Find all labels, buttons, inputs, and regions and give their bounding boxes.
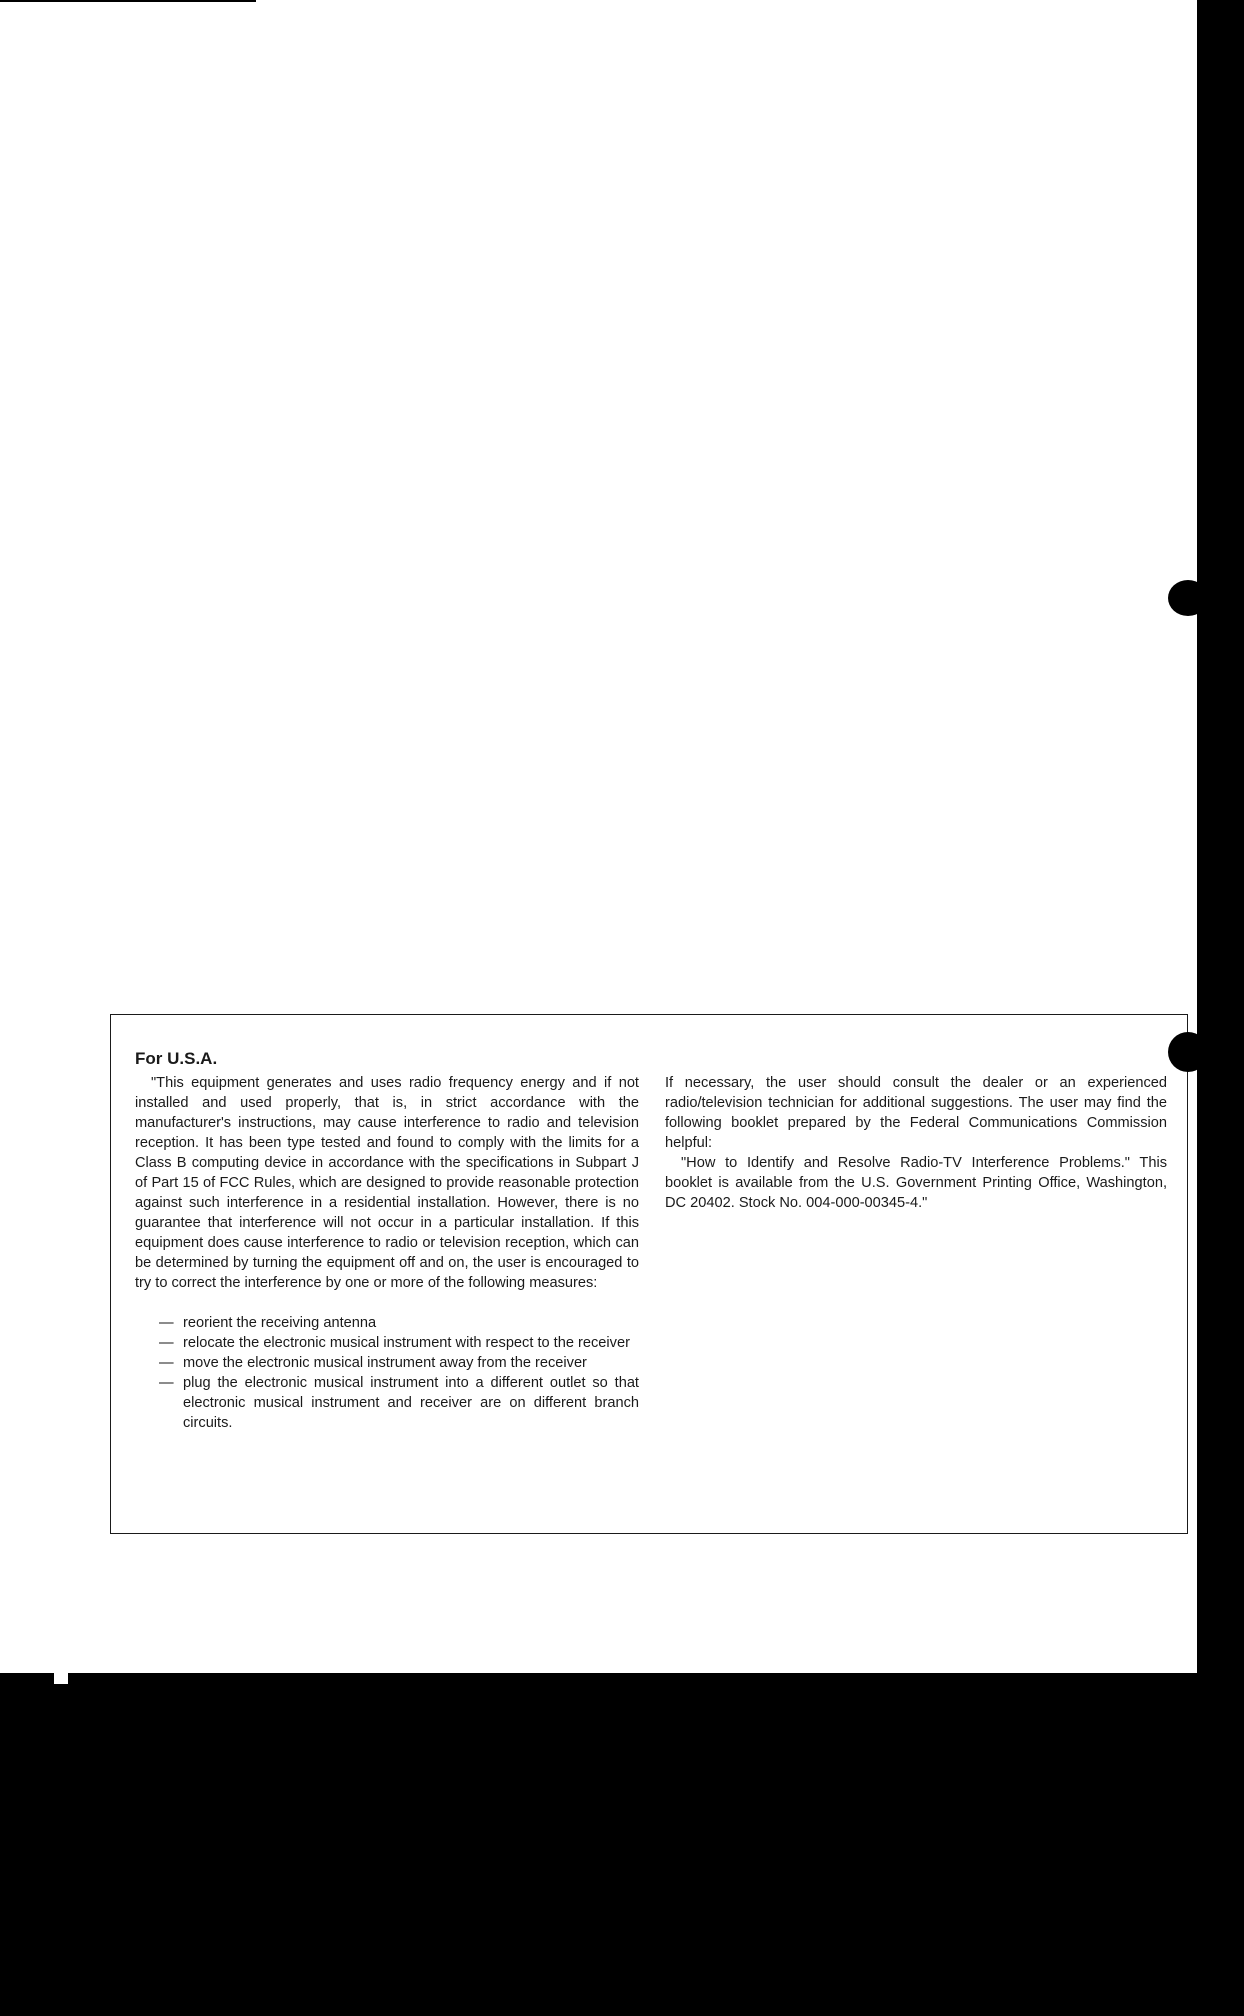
list-item: [159, 1313, 639, 1333]
measures-list: [135, 1313, 639, 1433]
scan-artifact: [54, 1672, 68, 1684]
booklet-paragraph: "How to Identify and Resolve Radio-TV Interference Problems." This booklet is available from the U.S. Government Printing Office, Washington, DC 20402. Stock No. 004-000-00345-4.": [665, 1155, 1167, 1211]
list-item: [159, 1373, 639, 1433]
dash-bullet: —: [159, 1335, 174, 1351]
notice-right-column: [665, 1073, 1167, 1213]
measure-text: move the electronic musical instrument away from the receiver: [183, 1355, 587, 1371]
list-item: [159, 1353, 639, 1373]
notice-heading: For U.S.A.: [135, 1049, 218, 1068]
measure-text: plug the electronic musical instrument into a different outlet so that electronic musical instrument and receiver are on different branch circuits.: [183, 1375, 639, 1431]
notice-left-column: [135, 1073, 639, 1433]
dash-bullet: —: [159, 1315, 174, 1331]
scan-edge-blob: [1168, 1032, 1208, 1072]
measure-text: reorient the receiving antenna: [183, 1315, 377, 1331]
measure-text: relocate the electronic musical instrument with respect to the receiver: [183, 1335, 630, 1351]
scan-edge-mark: [0, 0, 256, 2]
list-item: [159, 1333, 639, 1353]
scan-edge-blob: [1168, 580, 1208, 616]
fcc-statement-paragraph: "This equipment generates and uses radio frequency energy and if not installed and used properly, that is, in strict accordance with the manufacturer's instructions, may cause interference to radio and television reception. It has been type tested and found to comply with the limits for a Class B computing device in accordance with the specifications in Subpart J of Part 15 of FCC Rules, which are designed to provide reasonable protection against such interference in a residential installation. However, there is no guarantee that interference will not occur in a particular installation. If this equipment does cause interference to radio or television reception, which can be determined by turning the equipment off and on, the user is encouraged to try to correct the interference by one or more of the following measures:: [135, 1075, 639, 1291]
dash-bullet: —: [159, 1355, 174, 1371]
dash-bullet: —: [159, 1375, 174, 1391]
consult-dealer-paragraph: If necessary, the user should consult the dealer or an experienced radio/television technician for additional suggestions. The user may find the following booklet prepared by the Federal Communications Commission helpful:: [665, 1075, 1167, 1151]
fcc-notice-box: [110, 1014, 1188, 1534]
